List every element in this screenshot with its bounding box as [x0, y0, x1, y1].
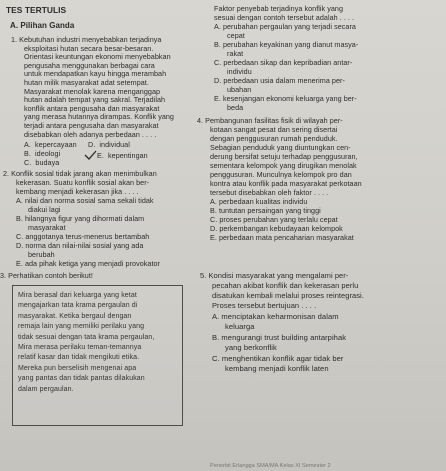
q3-option-d-cont: ubahan [227, 85, 252, 94]
q3-case-line: Mira merasa perilaku teman-temannya [18, 344, 142, 352]
q5-option-c[interactable]: C. menghentikan konflik agar tidak ber [212, 354, 344, 363]
q1-option-d-text: individual [99, 140, 130, 149]
q4-stem-line: derung bersifat setuju terhadap penggusuran, [210, 152, 358, 161]
q3-option-b[interactable]: B. perubahan keyakinan yang dianut masya- [214, 40, 359, 49]
q3-option-b-cont: rakat [227, 49, 244, 58]
q4-option-c[interactable]: C. proses perubahan yang terlalu cepat [210, 215, 338, 224]
q4-option-d[interactable]: D. perkembangan kebudayaan kelompok [210, 224, 343, 233]
q5-option-a[interactable]: A. menciptakan keharmonisan dalam [212, 312, 339, 321]
q4-stem-line: dengan penggusuran rumah penduduk. [210, 134, 338, 143]
q1-stem-line: pengusaha menggunakan berbagai cara [24, 60, 155, 70]
q3-option-c-cont: individu [227, 67, 252, 76]
q1-option-c-text: budaya [35, 158, 60, 167]
q4-option-b[interactable]: B. tuntutan persaingan yang tinggi [210, 206, 321, 215]
q3-option-c[interactable]: C. perbedaan sikap dan kepribadian antar- [214, 58, 353, 67]
q1-stem-line: 1. Kebutuhan industri menyebabkan terjadinya [11, 35, 162, 44]
q4-option-a[interactable]: A. perbedaan kualitas individu [210, 197, 308, 206]
q1-stem-line: eksploitasi hutan secara besar-besaran. [24, 43, 154, 53]
q2-option-b-cont: masyarakat [28, 223, 66, 232]
q3-option-d[interactable]: D. perbedaan usia dalam menerima per- [214, 76, 345, 85]
q2-stem-line: kekerasan. Suatu konflik sosial akan ber- [16, 178, 150, 187]
q1-stem-line: hutan milik masyarakat adat setempat. [24, 78, 149, 87]
q3-case-line: relatif kasar dan tidak mengikuti etika. [18, 354, 140, 362]
q1-option-b-text: ideologi [35, 149, 61, 158]
q1-option-a-text: kepercayaan [35, 140, 77, 149]
q2-stem-line: kembang menjadi kekerasan jika . . . . [16, 187, 139, 196]
q1-stem-line: konflik antara pengusaha dan masyarakat [24, 103, 160, 113]
q1-stem-line: disebabkan oleh adanya perbedaan . . . . [24, 129, 157, 139]
page-title: TES TERTULIS [6, 5, 67, 15]
page-footer: Penerbit Erlangga SMA/MA Kelas XI Semester 2 [210, 463, 331, 469]
q3-case-line: tidak sesuai dengan tata krama pergaulan, [18, 333, 155, 341]
q3-intro: 3. Perhatikan contoh berikut! [0, 271, 93, 280]
q5-stem-line: 5. Kondisi masyarakat yang mengalami per- [200, 271, 349, 280]
q3-case-line: Mira berasal dari keluarga yang ketat [18, 292, 137, 299]
q2-option-b[interactable]: B. hilangnya figur yang dihormati dalam [16, 214, 145, 223]
q2-option-d[interactable]: D. norma dan nilai-nilai sosial yang ada [16, 241, 144, 250]
q3-case-line: mengajarkan tata krama pergaulan di [18, 302, 138, 310]
q3-stem-line: sesuai dengan contoh tersebut adalah . . . . [214, 13, 355, 22]
q1-stem-line: terjadi antara pengusaha dan masyarakat [24, 121, 159, 130]
q4-stem-line: kotaan sangat pesat dan sering disertai [210, 125, 338, 134]
q3-case-line: Mereka pun berselisih mengenai apa [18, 364, 137, 372]
q4-stem-line: sementara kelompok yang dirugikan menolak [210, 161, 357, 170]
q3-case-line: yang pantas dan tidak pantas dilakukan [18, 375, 145, 383]
q3-case-box [12, 285, 183, 426]
q1-option-e-text: kepentingan [108, 151, 148, 160]
q4-option-e[interactable]: E. perbedaan mata pencaharian masyarakat [210, 233, 354, 242]
q4-stem-line: Sebagian penduduk yang diuntungkan cen- [210, 143, 351, 152]
q1-option-d[interactable]: D. individual [88, 140, 130, 149]
q4-stem-line: tersebut disebabkan oleh faktor . . . . [210, 188, 329, 197]
q3-case-line: remaja lain yang memiliki perilaku yang [18, 323, 145, 331]
q3-option-e-cont: beda [227, 103, 244, 112]
q2-option-d-cont: berubah [28, 250, 55, 259]
q5-option-b-cont: yang berkonflik [225, 343, 277, 352]
q2-stem-line: 2. Konflik sosial tidak jarang akan menimbulkan [3, 169, 157, 178]
q4-stem-line: penggusuran. Munculnya kelompok pro dan [210, 170, 352, 179]
q5-stem-line: disatukan kembali melalui proses reintegrasi. [212, 291, 364, 300]
q3-option-e[interactable]: E. kesenjangan ekonomi keluarga yang ber- [214, 94, 357, 103]
q3-stem-line: Faktor penyebab terjadinya konflik yang [214, 4, 344, 13]
q3-case-line: dalam pergaulan. [18, 385, 74, 393]
q1-stem-line: hutan adalah tempat yang sakral. Terjadilah [24, 95, 166, 105]
q1-stem-line: Orientasi keuntungan ekonomi menyebabkan [24, 52, 171, 62]
handwritten-check-mark [84, 150, 97, 160]
q5-option-a-cont: keluarga [225, 322, 255, 331]
q3-option-a[interactable]: A. perubahan pergaulan yang terjadi secara [214, 22, 356, 31]
q5-option-c-cont: kembang menjadi konflik laten [225, 364, 329, 373]
q2-option-a-cont: diakui lagi [28, 205, 61, 214]
q1-stem-line: yang merasa hutannya dirampas. Konflik yang [24, 112, 174, 122]
q4-stem-line: kontra atau konflik pada masyarakat perkotaan [210, 179, 362, 188]
q2-option-c[interactable]: C. anggotanya terus-menerus bertambah [16, 232, 150, 241]
q1-stem-line: Masyarakat menolak karena menganggap [24, 86, 161, 96]
q1-option-b[interactable]: B. ideologi [24, 149, 61, 158]
q1-option-a[interactable]: A. kepercayaan [24, 140, 77, 149]
q5-stem-line: pecahan akibat konflik dan kekerasan perlu [212, 281, 359, 290]
q2-option-a[interactable]: A. nilai dan norma sosial sama sekali tidak [16, 196, 154, 205]
q1-option-e[interactable]: E. kepentingan [84, 150, 148, 160]
q5-option-b[interactable]: B. mengurangi trust building antarpihak [212, 333, 347, 342]
q3-option-a-cont: cepat [227, 31, 245, 40]
q1-stem-line: untuk mendapatkan kayu hingga merambah [24, 69, 167, 79]
section-heading: A. Pilihan Ganda [10, 21, 75, 30]
q1-option-c[interactable]: C. budaya [24, 158, 60, 167]
q5-stem-line: Proses tersebut bertujuan . . . . [212, 301, 317, 310]
q4-stem-line: 4. Pembangunan fasilitas fisik di wilayah per- [197, 116, 343, 125]
q2-option-e[interactable]: E. ada pihak ketiga yang menjadi provokator [16, 259, 160, 268]
q3-case-line: masyarakat. Ketika bergaul dengan [18, 312, 132, 320]
